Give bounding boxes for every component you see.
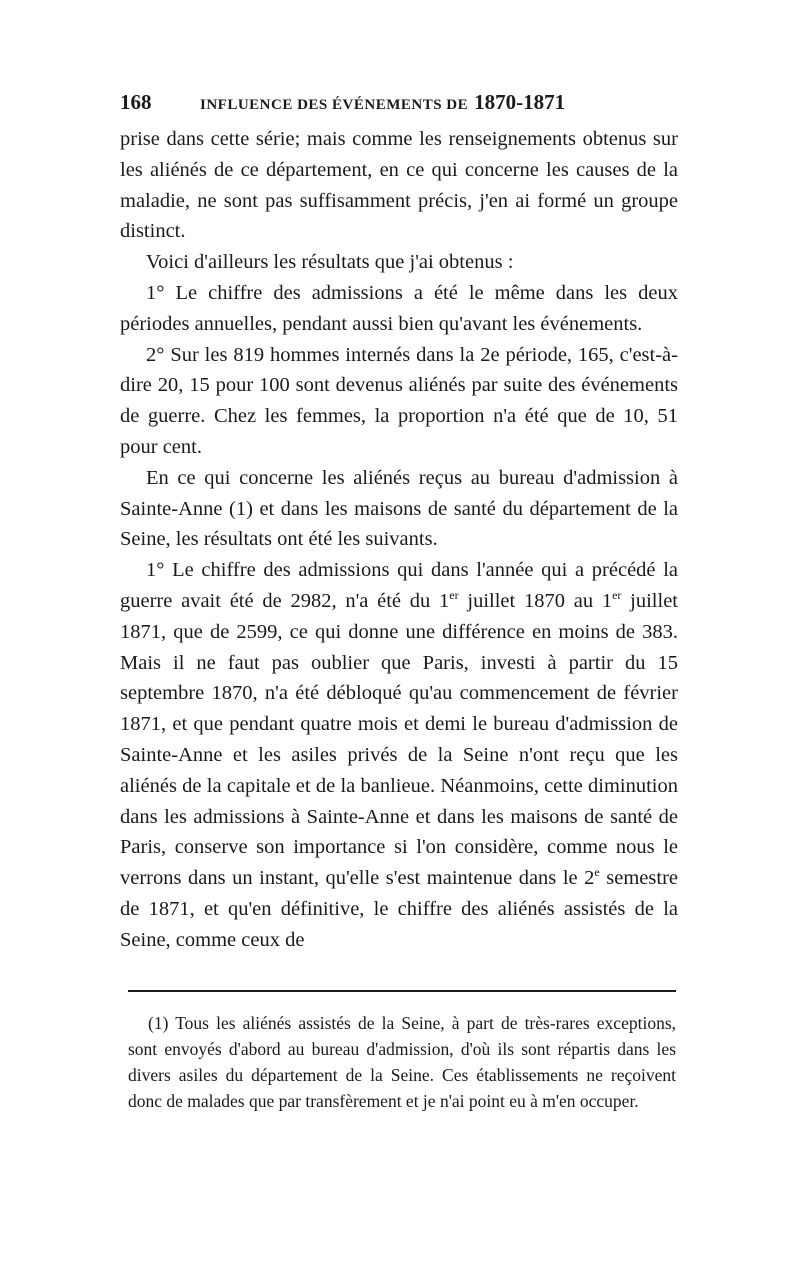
footnote-separator [128, 990, 676, 992]
superscript-e: e [594, 865, 600, 880]
paragraph-5: En ce qui concerne les aliénés reçus au bureau d'admission à Sainte-Anne (1) et dans les maisons de santé du département de la Seine, les résultats ont été les suivants. [120, 466, 678, 551]
paragraph-2: Voici d'ailleurs les résultats que j'ai obtenus : [146, 251, 514, 274]
paragraph-4: 2° Sur les 819 hommes internés dans la 2e période, 165, c'est-à-dire 20, 15 pour 100 sont devenus aliénés par suite des événements de guerre. Chez les femmes, la proportion n'a été que de 10, 51 pour cent. [120, 343, 678, 458]
paragraph-6-part-b: juillet 1870 au 1 [458, 589, 613, 612]
paragraph-6-part-a: 1° Le chiffre des admissions qui dans l'année qui a précédé la guerre avait été de 2982, n'a été du 1 [120, 559, 678, 612]
paragraph-6-part-d: semestre de 1871, et qu'en définitive, le chiffre des aliénés assistés de la Seine, comme ceux de [120, 867, 678, 951]
running-head [120, 90, 678, 120]
superscript-er-1: er [449, 588, 459, 603]
paragraph-1: prise dans cette série; mais comme les renseignements obtenus sur les aliénés de ce département, en ce qui concerne les causes de la maladie, ne sont pas suffisamment précis, j'en ai formé un groupe distinct. [120, 128, 678, 243]
footnote-text: (1) Tous les aliénés assistés de la Seine, à part de très-rares exceptions, sont envoyés d'abord au bureau d'admission, d'où ils sont répartis dans les divers asiles du département de la Seine. Ces établissements ne reçoivent donc de malades que par transfèrement et je n'ai point eu à m'en occuper. [128, 1013, 676, 1111]
running-title-years: 1870-1871 [474, 90, 566, 114]
page-number: 168 [120, 90, 152, 114]
running-title: INFLUENCE DES ÉVÉNEMENTS DE [200, 97, 469, 113]
body-text [120, 124, 678, 956]
paragraph-3: 1° Le chiffre des admissions a été le même dans les deux périodes annuelles, pendant aussi bien qu'avant les événements. [120, 281, 678, 335]
paragraph-6 [120, 555, 678, 955]
paragraph-6-part-c: juillet 1871, que de 2599, ce qui donne une différence en moins de 383. Mais il ne faut pas oublier que Paris, investi à partir du 15 septembre 1870, n'a été débloqué qu'au commencement de février 1871, et que pendant quatre mois et demi le bureau d'admission de Sainte-Anne et les asiles privés de la Seine n'ont reçu que les aliénés de la capitale et de la banlieue. Néanmoins, cette diminution dans les admissions à Sainte-Anne et dans les maisons de santé de Paris, conserve son importance si l'on considère, comme nous le verrons dans un instant, qu'elle s'est maintenue dans le 2 [120, 589, 678, 890]
page [120, 90, 678, 956]
superscript-er-2: er [612, 588, 622, 603]
footnote [128, 1010, 676, 1114]
